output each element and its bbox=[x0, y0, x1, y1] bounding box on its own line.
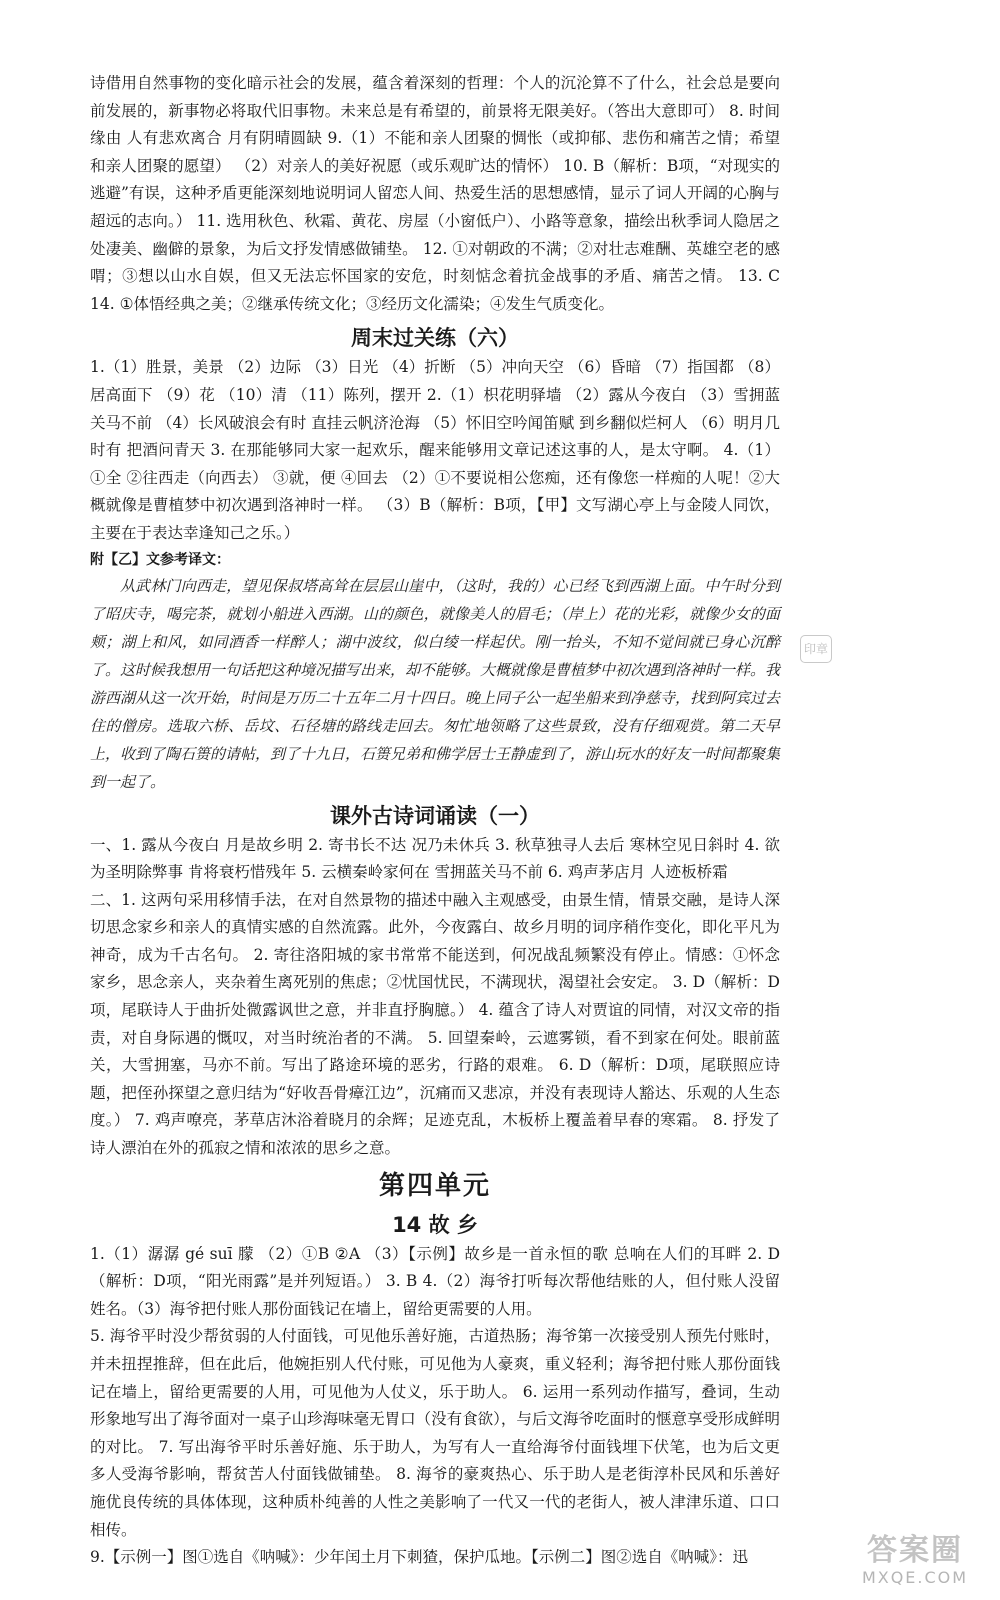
section-title-weekend: 周末过关练（六） bbox=[351, 326, 519, 351]
stamp-text: 印章 bbox=[803, 642, 828, 656]
lesson-paragraph-3: 9.【示例一】图①选自《呐喊》：少年闰土月下刺猹，保护瓜地。【示例二】图②选自《呐喊》：迅 bbox=[90, 1548, 749, 1567]
unit-title: 第四单元 bbox=[378, 1170, 491, 1201]
small-stamp-mark bbox=[800, 635, 832, 663]
lesson-paragraph-2: 5. 海爷平时没少帮贫弱的人付面钱，可见他乐善好施，古道热肠；海爷第一次接受别人预先付账时，并未扭捏推辞，但在此后，他婉拒别人代付账，可见他为人豪爽，重义轻利；海爷把付账人那份面钱记在墙上，留给更需要的人用，可见他为人仗义，乐于助人。 6. 运用一系列动作描写，叠词，生动形象地写出了海爷面对一桌子山珍海味毫无胃口（没有食欲），与后文海爷吃面时的惬意享受形成鲜明的对比。 7. 写出海爷平时乐善好施、乐于助人，为写有人一直给海爷付面钱埋下伏笔，也为后文更多人受海爷影响，帮贫苦人付面钱做铺垫。 8. 海爷的豪爽热心、乐于助人是老街淳朴民风和乐善好施优良传统的具体体现，这种质朴纯善的人性之美影响了一代又一代的老街人，被人津津乐道、口口相传。 bbox=[90, 1327, 780, 1539]
lesson-paragraph-1: 1.（1）潺潺 gé suī 朦 （2）①B ②A （3）【示例】故乡是一首永恒的歌 总响在人们的耳畔 2. D（解析：D项，“阳光雨露”是并列短语。） 3. B 4.（2）海爷打听每次帮他结账的人，但付账人没留姓名。（3）海爷把付账人那份面钱记在墙上，留给更需要的人用。 bbox=[90, 1244, 780, 1318]
page-content bbox=[90, 70, 780, 1572]
poems-part-2: 二、1. 这两句采用移情手法，在对自然景物的描述中融入主观感受，由景生情，情景交融，是诗人深切思念家乡和亲人的真情实感的自然流露。此外，今夜露白、故乡月明的词序稍作变化，即化平凡为神奇，成为千古名句。 2. 寄往洛阳城的家书常常不能送到，何况战乱频繁没有停止。情感：①怀念家乡，思念亲人，夹杂着生离死别的焦虑；②忧国忧民，不满现状，渴望社会安定。 3. D（解析：D项，尾联诗人于曲折处微露讽世之意，并非直抒胸臆。） 4. 蕴含了诗人对贾谊的同情，对汉文帝的指责，对自身际遇的慨叹，对当时统治者的不满。 5. 回望秦岭，云遮雾锁，看不到家在何处。眼前蓝关，大雪拥塞，马亦不前。写出了路途环境的恶劣，行路的艰难。 6. D（解析：D项，尾联照应诗题，把侄孙探望之意归结为“好收吾骨瘴江边”，沉痛而又悲凉，并没有表现诗人豁达、乐观的人生态度。） 7. 鸡声嘹亮，茅草店沐浴着晓月的余辉；足迹克乱，木板桥上覆盖着早春的寒霜。 8. 抒发了诗人漂泊在外的孤寂之情和浓浓的思乡之意。 bbox=[90, 890, 780, 1158]
appendix-label: 附【乙】文参考译文： bbox=[90, 551, 230, 568]
answer-paragraph-weekend: 1.（1）胜景，美景 （2）边际 （3）日光 （4）折断 （5）冲向天空 （6）昏暗 （7）指国都 （8）居高面下 （9）花 （10）清 （11）陈列，摆开 2.（1）枳花明驿墙 （2）露从今夜白 （3）雪拥蓝关马不前 （4）长风破浪会有时 直挂云帆济沧海 （5）怀旧空吟闻笛赋 到乡翻似烂柯人 （6）明月几时有 把酒问青天 3. 在那能够同大家一起欢乐，醒来能够用文章记述这事的人，是太守啊。 4.（1）①全 ②往西走（向西去） ③就，便 ④回去 （2）①不要说相公您痴，还有像您一样痴的人呢！②大概就像是曹植梦中初次遇到洛神时一样。 （3）B（解析：B项，【甲】文写湖心亭上与金陵人同饮，主要在于表达幸逢知己之乐。） bbox=[90, 358, 780, 542]
section-title-poems: 课外古诗词诵读（一） bbox=[330, 803, 540, 828]
lesson-title: 14 故 乡 bbox=[392, 1212, 478, 1237]
watermark-url: MXQE.COM bbox=[861, 1568, 969, 1587]
poems-part-1: 一、1. 露从今夜白 月是故乡明 2. 寄书长不达 况乃未休兵 3. 秋草独寻人去后 寒林空见日斜时 4. 欲为圣明除弊事 肯将衰朽惜残年 5. 云横秦岭家何在 雪拥蓝关马不前 6. 鸡声茅店月 人迹板桥霜 bbox=[90, 835, 780, 882]
watermark-logo: 答案圈 bbox=[867, 1533, 963, 1568]
translation-paragraph: 从武林门向西走，望见保叔塔高耸在层层山崖中，（这时，我的）心已经飞到西湖上面。中午时分到了昭庆寺，喝完茶，就划小船进入西湖。山的颜色，就像美人的眉毛；（岸上）花的光彩，就像少女的面颊；湖上和风，如同酒香一样醉人；湖中波纹，似白绫一样起伏。刚一抬头，不知不觉间就已身心沉醉了。这时候我想用一句话把这种境况描写出来，却不能够。大概就像是曹植梦中初次遇到洛神时一样。我游西湖从这一次开始，时间是万历二十五年二月十四日。晚上同子公一起坐船来到净慈寺，找到阿宾过去住的僧房。选取六桥、岳坟、石径塘的路线走回去。匆忙地领略了这些景致，没有仔细观赏。第二天早上，收到了陶石篑的请帖，到了十九日，石篑兄弟和佛学居士王静虚到了，游山玩水的好友一时间都聚集到一起了。 bbox=[90, 576, 781, 791]
watermark bbox=[840, 1534, 990, 1592]
answer-paragraph-top: 诗借用自然事物的变化暗示社会的发展，蕴含着深刻的哲理：个人的沉沦算不了什么，社会总是要向前发展的，新事物必将取代旧事物。未来总是有希望的，前景将无限美好。（答出大意即可） 8. 时间 缘由 人有悲欢离合 月有阴晴圆缺 9.（1）不能和亲人团聚的惆怅（或抑郁、悲伤和痛苦之情；希望和亲人团聚的愿望） （2）对亲人的美好祝愿（或乐观旷达的情怀） 10. B（解析：B项，“对现实的逃避”有误，这种矛盾更能深刻地说明词人留恋人间、热爱生活的思想感情，显示了词人开阔的心胸与超远的志向。） 11. 选用秋色、秋霜、黄花、房屋（小窗低户）、小路等意象，描绘出秋季词人隐居之处凄美、幽僻的景象，为后文抒发情感做铺垫。 12. ①对朝政的不满；②对壮志难酬、英雄空老的感喟；③想以山水自娱，但又无法忘怀国家的安危，时刻惦念着抗金战事的矛盾、痛苦之情。 13. C 14. ①体悟经典之美；②继承传统文化；③经历文化濡染；④发生气质变化。 bbox=[90, 74, 780, 313]
